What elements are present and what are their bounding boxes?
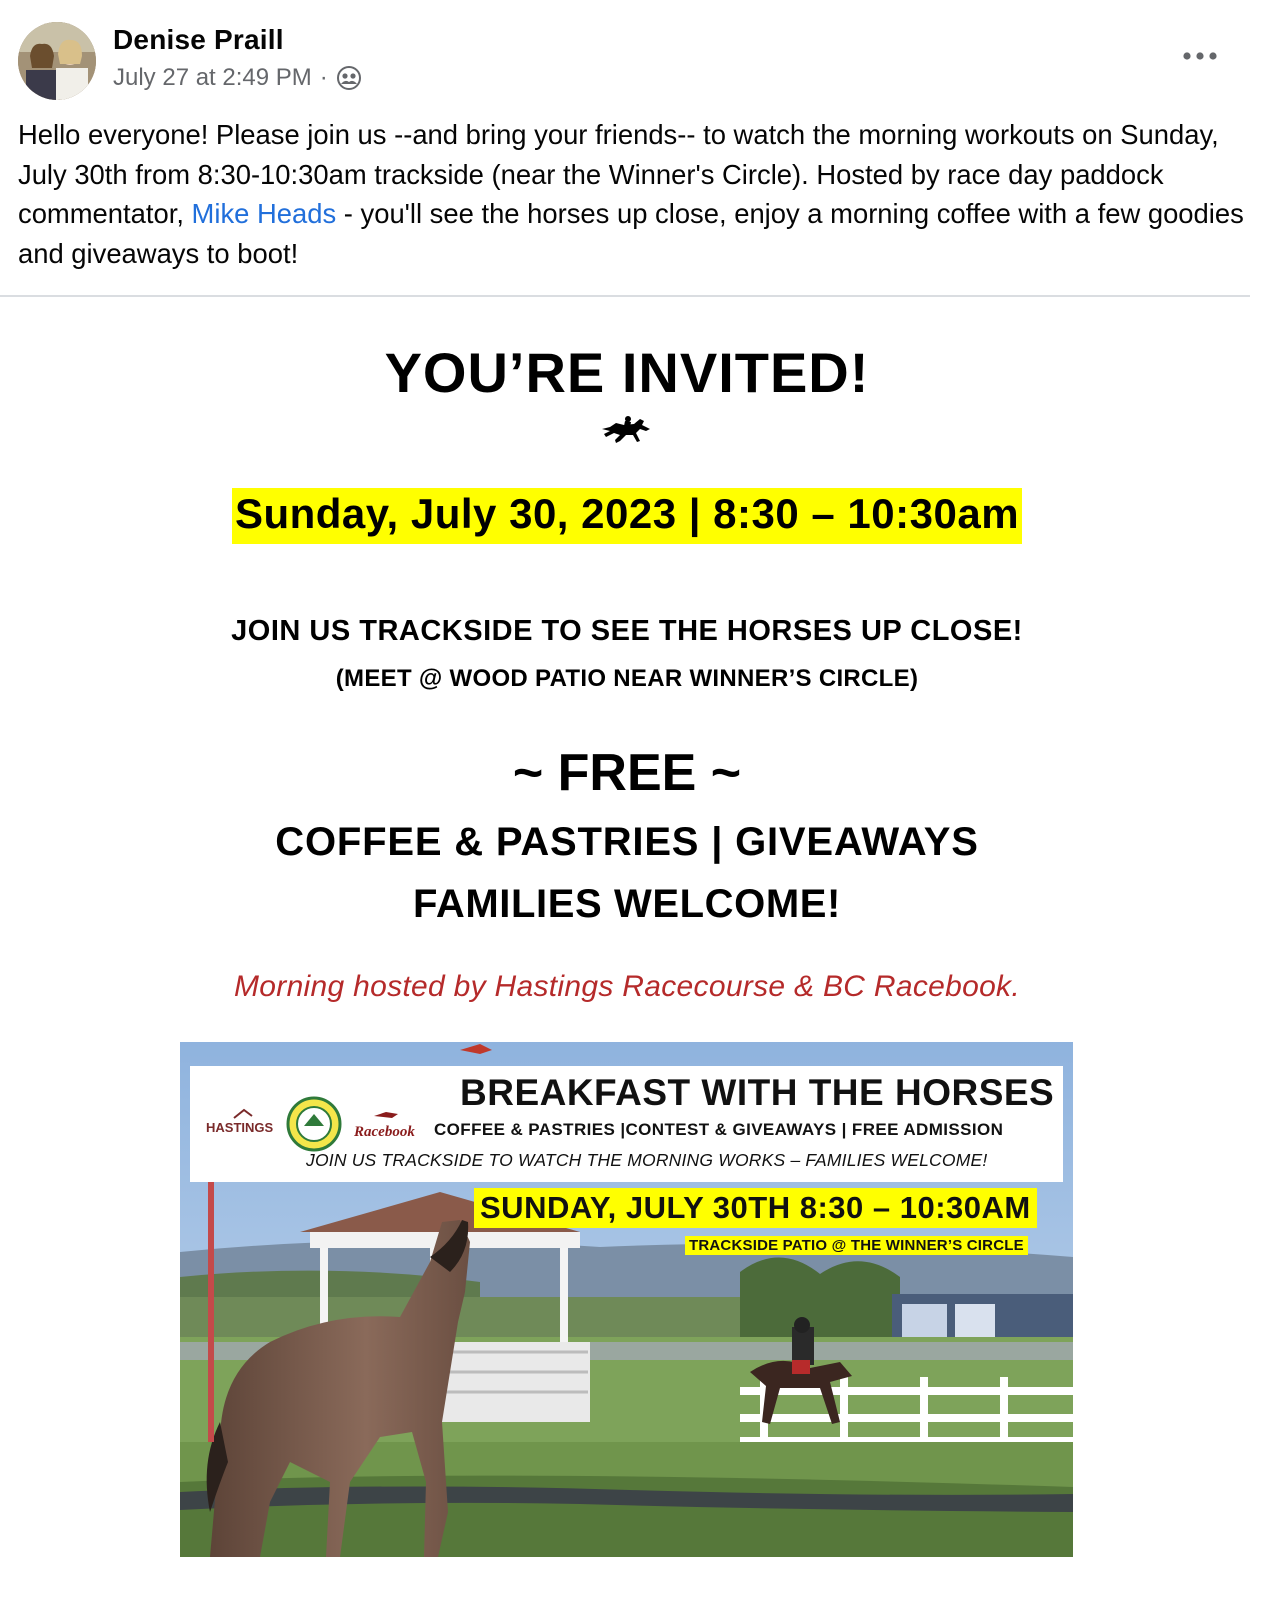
flyer-date-row bbox=[0, 488, 1254, 544]
flyer-perks-line: COFFEE & PASTRIES | GIVEAWAYS bbox=[275, 820, 979, 864]
poster-title: BREAKFAST WITH THE HORSES bbox=[460, 1072, 1055, 1113]
post-header bbox=[0, 0, 1270, 110]
more-options-icon bbox=[1182, 51, 1218, 61]
flyer-free-line: ~ FREE ~ bbox=[512, 744, 742, 802]
flyer-hosted-line: Morning hosted by Hastings Racecourse & BC Racebook. bbox=[234, 970, 1020, 1003]
meta-separator: · bbox=[319, 64, 328, 91]
flyer-meet-line: (MEET @ WOOD PATIO NEAR WINNER’S CIRCLE) bbox=[335, 665, 919, 692]
poster-banner bbox=[190, 1066, 1063, 1182]
poster-join-line: JOIN US TRACKSIDE TO WATCH THE MORNING WORKS – FAMILIES WELCOME! bbox=[306, 1150, 988, 1170]
post-meta bbox=[113, 64, 362, 92]
poster-subtitle: COFFEE & PASTRIES |CONTEST & GIVEAWAYS | FREE ADMISSION bbox=[434, 1120, 1004, 1139]
author-avatar[interactable] bbox=[18, 22, 96, 100]
poster-patio: TRACKSIDE PATIO @ THE WINNER’S CIRCLE bbox=[685, 1236, 1028, 1255]
caption-text-after: - you'll see the horses up close, enjoy a morning coffee with a few goodies and giveaways to boot! bbox=[18, 198, 1244, 269]
more-options-button[interactable] bbox=[1178, 40, 1222, 72]
flyer-title: YOU’RE INVITED! bbox=[384, 341, 870, 404]
caption-text-before: Hello everyone! Please join us --and bring your friends-- to watch the morning workouts on Sunday, July 30th from 8:30-10:30am trackside (near the Winner's Circle). Hosted by race day paddock commentator, bbox=[18, 119, 1219, 229]
racehorse-jockey-icon bbox=[600, 415, 652, 447]
hastings-logo-text: HASTINGS bbox=[206, 1120, 274, 1135]
post-timestamp[interactable]: July 27 at 2:49 PM bbox=[113, 64, 312, 91]
flyer-families-line: FAMILIES WELCOME! bbox=[413, 882, 841, 926]
poster-date: SUNDAY, JULY 30TH 8:30 – 10:30AM bbox=[474, 1188, 1037, 1228]
event-poster-photo bbox=[180, 1042, 1073, 1557]
flyer-date: Sunday, July 30, 2023 | 8:30 – 10:30am bbox=[232, 488, 1022, 544]
friends-icon[interactable] bbox=[336, 65, 362, 91]
racebook-logo-text: Racebook bbox=[354, 1124, 415, 1140]
mention-link[interactable]: Mike Heads bbox=[191, 198, 337, 229]
post-caption bbox=[18, 115, 1253, 273]
author-name[interactable]: Denise Praill bbox=[113, 24, 284, 55]
flyer-join-line: JOIN US TRACKSIDE TO SEE THE HORSES UP CLOSE! bbox=[231, 615, 1023, 647]
